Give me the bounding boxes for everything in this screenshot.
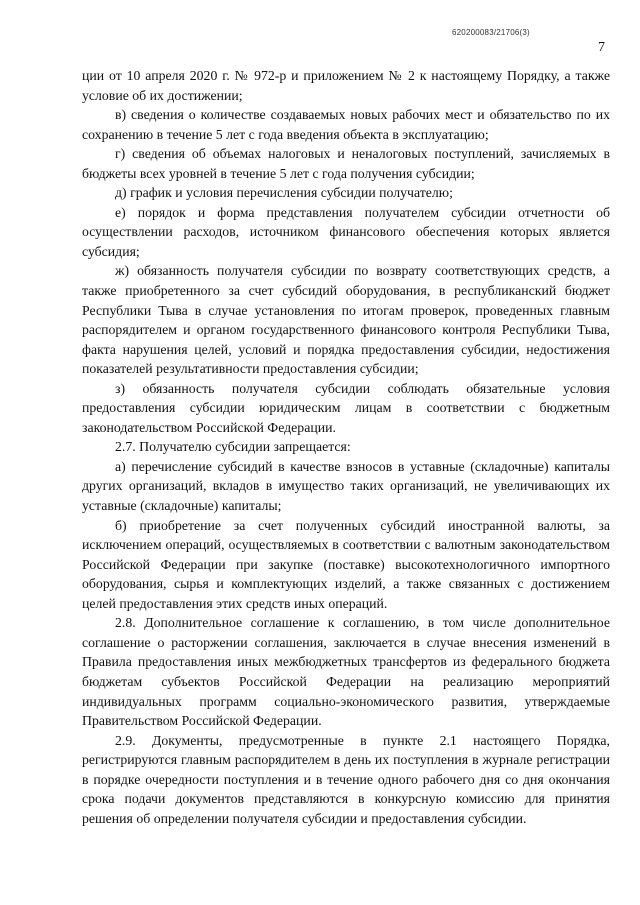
- document-body: [82, 66, 610, 828]
- page-number: 7: [598, 40, 605, 55]
- section-2-8: 2.8. Дополнительное соглашение к соглашению, в том числе дополнительное соглашение о расторжении соглашения, заключается в случае внесения изменений в Правила предоставления иных межбюджетных трансфертов из федерального бюджета бюджетам субъектов Российской Федерации на реализацию мероприятий индивидуальных программ социально-экономического развития, утверждаемые Правительством Российской Федерации.: [82, 615, 610, 729]
- paragraph-item-d: д) график и условия перечисления субсидии получателю;: [115, 185, 453, 201]
- paragraph-continuation: ции от 10 апреля 2020 г. № 972-р и приложением № 2 к настоящему Порядку, а также условие об их достижении;: [82, 68, 610, 103]
- paragraph-item-b: б) приобретение за счет полученных субсидий иностранной валюты, за исключением операций, осуществляемых в соответствии с валютным законодательством Российской Федерации при закупке (поставке) высокотехнологичного импортного оборудования, сырья и комплектующих изделий, а также связанных с достижением целей предоставления этих средств иных операций.: [82, 517, 610, 611]
- paragraph-item-a: а) перечисление субсидий в качестве взносов в уставные (складочные) капиталы других организаций, вкладов в имущество таких организаций, не увеличивающих их уставные (складочные) капиталы;: [82, 458, 610, 514]
- paragraph-item-v: в) сведения о количестве создаваемых новых рабочих мест и обязательство по их сохранению в течение 5 лет с года введения объекта в эксплуатацию;: [82, 107, 610, 142]
- section-2-7-heading: 2.7. Получателю субсидии запрещается:: [115, 439, 351, 455]
- paragraph-item-z: з) обязанность получателя субсидии соблюдать обязательные условия предоставления субсидии юридическим лицам в соответствии с бюджетным законодательством Российской Федерации.: [82, 380, 610, 435]
- document-id: 620200083/21706(3): [452, 28, 530, 37]
- paragraph-item-g: г) сведения об объемах налоговых и неналоговых поступлений, зачисляемых в бюджеты всех уровней в течение 5 лет с года получения субсидии;: [82, 146, 610, 181]
- paragraph-item-zh: ж) обязанность получателя субсидии по возврату соответствующих средств, а также приобретенного за счет субсидий оборудования, в республиканский бюджет Республики Тыва в случае установления по итогам проверок, проведенных главным распорядителем и органом государственного финансового контроля Республики Тыва, факта нарушения целей, условий и порядка предоставления субсидии, недостижения показателей результативности предоставления субсидии;: [82, 263, 610, 377]
- section-2-9: 2.9. Документы, предусмотренные в пункте 2.1 настоящего Порядка, регистрируются главным распорядителем в день их поступления в журнале регистрации в порядке очередности поступления и в течение одного рабочего дня со дня окончания срока подачи документов представляются в конкурсную комиссию для принятия решения об определении получателя субсидии и предоставления субсидии.: [82, 732, 610, 826]
- paragraph-item-e: е) порядок и форма представления получателем субсидии отчетности об осуществлении расходов, источником финансового обеспечения которых является субсидия;: [82, 204, 610, 259]
